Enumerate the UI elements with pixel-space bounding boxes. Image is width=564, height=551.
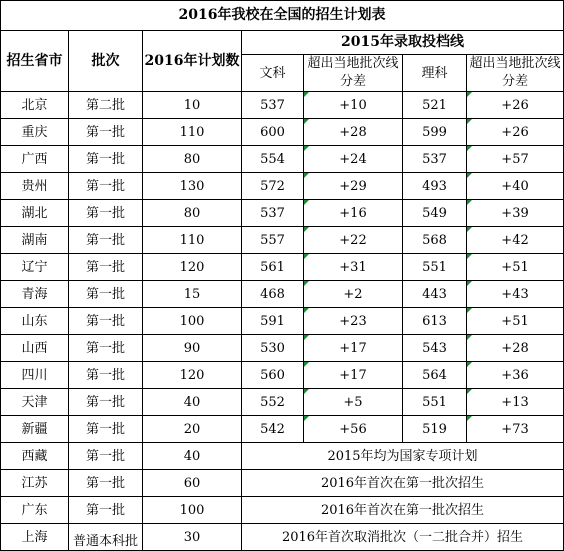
province-cell: 湖北 <box>1 200 69 227</box>
plan-cell: 130 <box>143 173 242 200</box>
note-cell: 2016年首次在第一批次招生 <box>242 470 564 497</box>
arts-score-cell: 530 <box>242 335 304 362</box>
table-row <box>1 92 564 119</box>
batch-cell: 第二批 <box>69 92 143 119</box>
note-cell: 2015年均为国家专项计划 <box>242 443 564 470</box>
province-cell: 山西 <box>1 335 69 362</box>
arts-diff-cell: +10 <box>304 92 403 119</box>
science-score-cell: 564 <box>403 362 467 389</box>
science-diff-cell: +43 <box>467 281 564 308</box>
province-cell: 重庆 <box>1 119 69 146</box>
province-cell: 四川 <box>1 362 69 389</box>
science-diff-cell: +51 <box>467 308 564 335</box>
arts-diff-cell: +5 <box>304 389 403 416</box>
plan-cell: 120 <box>143 254 242 281</box>
plan-cell: 80 <box>143 146 242 173</box>
science-score-cell: 521 <box>403 92 467 119</box>
province-cell: 青海 <box>1 281 69 308</box>
plan-cell: 80 <box>143 200 242 227</box>
science-score-cell: 551 <box>403 254 467 281</box>
province-cell: 天津 <box>1 389 69 416</box>
arts-score-cell: 537 <box>242 200 304 227</box>
table-row <box>1 497 564 524</box>
note-cell: 2016年首次在第一批次招生 <box>242 497 564 524</box>
table-row <box>1 470 564 497</box>
province-cell: 新疆 <box>1 416 69 443</box>
science-diff-cell: +13 <box>467 389 564 416</box>
table-row <box>1 200 564 227</box>
province-cell: 上海 <box>1 524 69 551</box>
plan-cell: 100 <box>143 497 242 524</box>
table-title: 2016年我校在全国的招生计划表 <box>1 1 564 31</box>
science-diff-cell: +42 <box>467 227 564 254</box>
arts-score-cell: 537 <box>242 92 304 119</box>
province-cell: 贵州 <box>1 173 69 200</box>
batch-cell: 第一批 <box>69 389 143 416</box>
table-row <box>1 227 564 254</box>
arts-diff-cell: +22 <box>304 227 403 254</box>
province-cell: 湖南 <box>1 227 69 254</box>
science-score-cell: 537 <box>403 146 467 173</box>
plan-cell: 110 <box>143 227 242 254</box>
batch-text: 普通本科批 <box>72 534 138 549</box>
science-score-cell: 549 <box>403 200 467 227</box>
batch-cell: 第一批 <box>69 119 143 146</box>
science-score-cell: 551 <box>403 389 467 416</box>
science-diff-cell: +57 <box>467 146 564 173</box>
plan-cell: 30 <box>143 524 242 551</box>
science-diff-cell: +26 <box>467 92 564 119</box>
header-arts: 文科 <box>242 55 304 92</box>
arts-diff-cell: +31 <box>304 254 403 281</box>
plan-cell: 40 <box>143 443 242 470</box>
header-science: 理科 <box>403 55 467 92</box>
province-cell: 广东 <box>1 497 69 524</box>
science-diff-cell: +39 <box>467 200 564 227</box>
science-score-cell: 443 <box>403 281 467 308</box>
arts-score-cell: 554 <box>242 146 304 173</box>
science-diff-cell: +36 <box>467 362 564 389</box>
table-row <box>1 389 564 416</box>
science-score-cell: 568 <box>403 227 467 254</box>
science-score-cell: 613 <box>403 308 467 335</box>
arts-score-cell: 560 <box>242 362 304 389</box>
plan-cell: 100 <box>143 308 242 335</box>
science-score-cell: 519 <box>403 416 467 443</box>
table-row <box>1 308 564 335</box>
table-row <box>1 254 564 281</box>
arts-diff-cell: +16 <box>304 200 403 227</box>
arts-score-cell: 557 <box>242 227 304 254</box>
province-cell: 江苏 <box>1 470 69 497</box>
plan-cell: 90 <box>143 335 242 362</box>
plan-cell: 60 <box>143 470 242 497</box>
header-arts-diff: 超出当地批次线分差 <box>304 55 403 92</box>
arts-score-cell: 591 <box>242 308 304 335</box>
batch-cell: 第一批 <box>69 173 143 200</box>
header-science-diff: 超出当地批次线分差 <box>467 55 564 92</box>
arts-score-cell: 468 <box>242 281 304 308</box>
arts-score-cell: 561 <box>242 254 304 281</box>
table-row <box>1 281 564 308</box>
science-score-cell: 493 <box>403 173 467 200</box>
arts-diff-cell: +23 <box>304 308 403 335</box>
arts-diff-cell: +2 <box>304 281 403 308</box>
arts-diff-cell: +29 <box>304 173 403 200</box>
header-batch: 批次 <box>69 31 143 92</box>
plan-cell: 120 <box>143 362 242 389</box>
batch-cell: 第一批 <box>69 470 143 497</box>
arts-diff-cell: +56 <box>304 416 403 443</box>
science-diff-cell: +40 <box>467 173 564 200</box>
province-cell: 西藏 <box>1 443 69 470</box>
table-row <box>1 416 564 443</box>
batch-cell: 第一批 <box>69 281 143 308</box>
batch-cell: 第一批 <box>69 308 143 335</box>
note-cell: 2016年首次取消批次（一二批合并）招生 <box>242 524 564 551</box>
science-diff-cell: +73 <box>467 416 564 443</box>
arts-score-cell: 600 <box>242 119 304 146</box>
province-cell: 广西 <box>1 146 69 173</box>
science-diff-cell: +26 <box>467 119 564 146</box>
batch-cell: 第一批 <box>69 497 143 524</box>
table-row <box>1 362 564 389</box>
plan-cell: 15 <box>143 281 242 308</box>
batch-cell: 第一批 <box>69 146 143 173</box>
province-cell: 北京 <box>1 92 69 119</box>
batch-cell: 第一批 <box>69 335 143 362</box>
batch-cell: 第一批 <box>69 443 143 470</box>
arts-diff-cell: +24 <box>304 146 403 173</box>
header-province: 招生省市 <box>1 31 69 92</box>
province-cell: 山东 <box>1 308 69 335</box>
plan-cell: 110 <box>143 119 242 146</box>
table-row <box>1 335 564 362</box>
table-row <box>1 524 564 551</box>
table-row <box>1 119 564 146</box>
plan-cell: 20 <box>143 416 242 443</box>
header-score-group: 2015年录取投档线 <box>242 31 564 55</box>
province-cell: 辽宁 <box>1 254 69 281</box>
arts-score-cell: 572 <box>242 173 304 200</box>
batch-cell: 第一批 <box>69 200 143 227</box>
table-row <box>1 443 564 470</box>
arts-diff-cell: +17 <box>304 362 403 389</box>
table-row <box>1 173 564 200</box>
arts-score-cell: 542 <box>242 416 304 443</box>
batch-cell <box>69 524 143 551</box>
science-diff-cell: +51 <box>467 254 564 281</box>
science-score-cell: 599 <box>403 119 467 146</box>
science-score-cell: 543 <box>403 335 467 362</box>
arts-score-cell: 552 <box>242 389 304 416</box>
batch-cell: 第一批 <box>69 362 143 389</box>
arts-diff-cell: +28 <box>304 119 403 146</box>
batch-cell: 第一批 <box>69 416 143 443</box>
science-diff-cell: +28 <box>467 335 564 362</box>
plan-cell: 40 <box>143 389 242 416</box>
batch-cell: 第一批 <box>69 227 143 254</box>
arts-diff-cell: +17 <box>304 335 403 362</box>
header-plan: 2016年计划数 <box>143 31 242 92</box>
plan-cell: 10 <box>143 92 242 119</box>
batch-cell: 第一批 <box>69 254 143 281</box>
table-row <box>1 146 564 173</box>
